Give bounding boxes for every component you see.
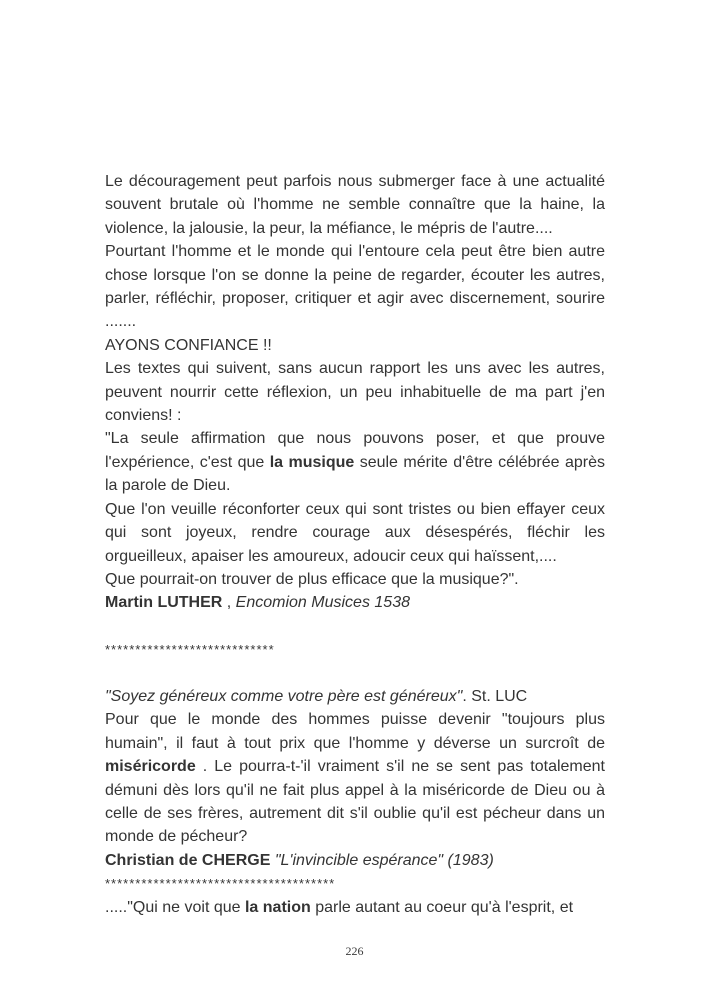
paragraph bbox=[105, 849, 605, 872]
blank-line bbox=[105, 615, 605, 638]
text-run: "La seule affirmation que nous pouvons poser, et que prouve l'expérience, c'est que bbox=[105, 430, 605, 471]
paragraph bbox=[105, 685, 605, 708]
text-run: ************************************** bbox=[105, 876, 336, 892]
text-run: , bbox=[226, 594, 236, 612]
paragraph bbox=[105, 591, 605, 614]
separator-line bbox=[105, 872, 605, 895]
text-run: parle autant au coeur qu'à l'esprit, et bbox=[310, 898, 574, 916]
text-run: . St. LUC bbox=[462, 687, 528, 705]
text-run: miséricorde bbox=[105, 758, 196, 776]
text-run: seule mérite d'être célébrée après la parole de Dieu. bbox=[105, 453, 606, 495]
text-run: Le découragement peut parfois nous submerger face à une actualité souvent brutale où l'homme ne semble connaître que la haine, la violence, la jalousie, la peur, la méfiance, le mépris de l'autre.... bbox=[105, 173, 605, 237]
text-run: Pourtant l'homme et le monde qui l'entoure cela peut être bien autre chose lorsque l'on se donne la peine de regarder, écouter les autres, parler, réfléchir, proposer, critiquer et agir avec discernement, sourire ....... bbox=[105, 243, 605, 331]
page-number: 226 bbox=[345, 944, 364, 958]
text-run: Pour que le monde des hommes puisse devenir "toujours plus humain", il faut à tout prix que l'homme y déverse un surcroît de bbox=[105, 711, 605, 752]
text-run: AYONS CONFIANCE !! bbox=[105, 336, 272, 354]
paragraph bbox=[105, 708, 605, 848]
paragraph bbox=[105, 240, 605, 334]
paragraph bbox=[105, 357, 605, 427]
text-run: Les textes qui suivent, sans aucun rapport les uns avec les autres, peuvent nourrir cette réflexion, un peu inhabituelle de ma part j'en conviens! : bbox=[105, 360, 605, 425]
text-run: Martin LUTHER bbox=[105, 594, 227, 612]
paragraph bbox=[105, 896, 605, 919]
text-run: **************************** bbox=[105, 642, 275, 658]
text-run: Que pourrait-on trouver de plus efficace que la musique?". bbox=[105, 570, 519, 588]
paragraph bbox=[105, 498, 605, 568]
text-run: Encomion Musices 1538 bbox=[235, 594, 410, 612]
text-run: Christian de CHERGE bbox=[105, 851, 275, 869]
paragraph bbox=[105, 170, 605, 240]
text-run: ....."Qui ne voit que bbox=[105, 898, 245, 916]
separator-line bbox=[105, 638, 605, 661]
text-run: Que l'on veuille réconforter ceux qui sont tristes ou bien effayer ceux qui sont joyeux, rendre courage aux désespérés, fléchir les orgueilleux, apaiser les amoureux, adoucir ceux qui haïssent,.... bbox=[105, 500, 605, 565]
page-text bbox=[105, 170, 605, 919]
text-run: la nation bbox=[244, 898, 311, 916]
text-run: . Le pourra-t-'il vraiment s'il ne se sent pas totalement démuni dès lors qu'il ne fait plus appel à la miséricorde de Dieu ou à celle de ses frères, autrement dit s'il oublie qu'il est pécheur dans un monde de pécheur? bbox=[105, 758, 605, 846]
text-run: la musique bbox=[269, 453, 355, 471]
paragraph bbox=[105, 334, 605, 357]
text-run: "Soyez généreux comme votre père est généreux" bbox=[105, 687, 463, 705]
paragraph bbox=[105, 568, 605, 591]
text-run: "L'invincible espérance" (1983) bbox=[274, 851, 494, 869]
blank-line bbox=[105, 662, 605, 685]
paragraph bbox=[105, 427, 605, 497]
